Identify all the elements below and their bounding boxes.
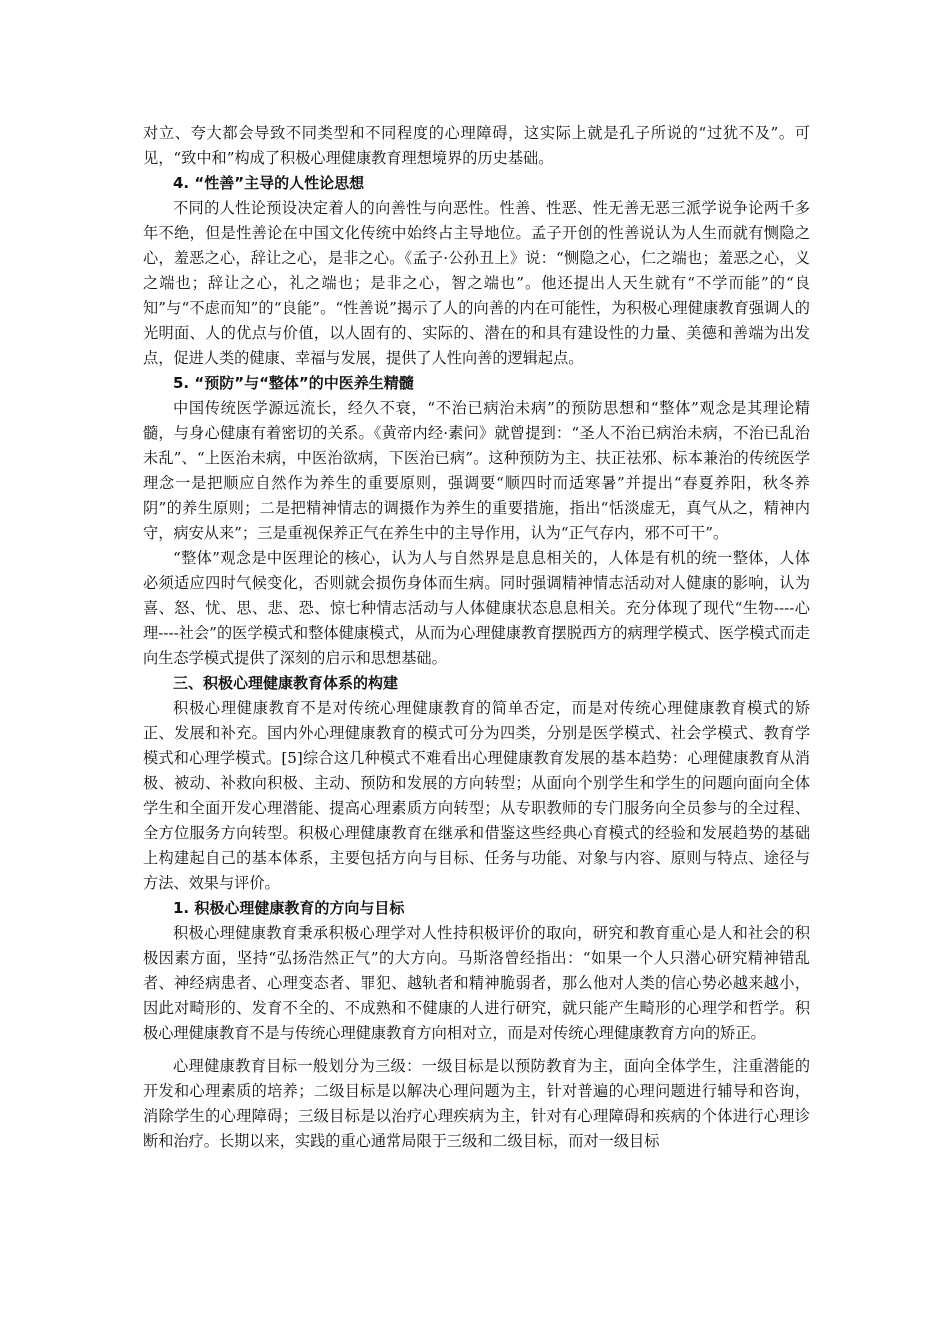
paragraph-human-nature: 不同的人性论预设决定着人的向善性与向恶性。性善、性恶、性无善无恶三派学说争论两千多年不绝，但是性善论在中国文化传统中始终占主导地位。孟子开创的性善说认为人生而就有恻隐之心，羞恶之心，辞让之心，是非之心。《孟子·公孙丑上》说：“恻隐之心，仁之端也；羞恶之心，义之端也；辞让之心，礼之端也；是非之心，智之端也”。他还提出人天生就有“不学而能”的“良知”与“不虑而知”的“良能”。“性善说”揭示了人的向善的内在可能性，为积极心理健康教育强调人的光明面、人的优点与价值，以人固有的、实际的、潜在的和具有建设性的力量、美德和善端为出发点，促进人类的健康、幸福与发展，提供了人性向善的逻辑起点。 <box>143 199 810 367</box>
paragraph-continuation: 对立、夸大都会导致不同类型和不同程度的心理障碍，这实际上就是孔子所说的“过犹不及”。可见，“致中和”构成了积极心理健康教育理想境界的历史基础。 <box>143 124 810 167</box>
section-heading-5: 5. “预防”与“整体”的中医养生精髓 <box>173 374 414 392</box>
document-page <box>143 121 810 1154</box>
paragraph-goals: 心理健康教育目标一般划分为三级：一级目标是以预防教育为主，面向全体学生，注重潜能的开发和心理素质的培养；二级目标是以解决心理问题为主，针对普遍的心理问题进行辅导和咨询，消除学生的心理障碍；三级目标是以治疗心理疾病为主，针对有心理障碍和疾病的个体进行心理诊断和治疗。长期以来，实践的重心通常局限于三级和二级目标，而对一级目标 <box>143 1057 810 1150</box>
paragraph-direction: 积极心理健康教育秉承积极心理学对人性持积极评价的取向，研究和教育重心是人和社会的积极因素方面，坚持“弘扬浩然正气”的大方向。马斯洛曾经指出：“如果一个人只潜心研究精神错乱者、神经病患者、心理变态者、罪犯、越轨者和精神脆弱者，那么他对人类的信心势必越来越小，因此对畸形的、发育不全的、不成熟和不健康的人进行研究，就只能产生畸形的心理学和哲学。积极心理健康教育不是与传统心理健康教育方向相对立，而是对传统心理健康教育方向的矫正。 <box>143 924 810 1042</box>
paragraph-tcm-prevention: 中国传统医学源远流长，经久不衰，“不治已病治未病”的预防思想和“整体”观念是其理论精髓，与身心健康有着密切的关系。《黄帝内经·素问》就曾提到：“圣人不治已病治未病，不治已乱治未乱”、“上医治未病，中医治欲病，下医治已病”。这种预防为主、扶正祛邪、标本兼治的传统医学理念一是把顺应自然作为养生的重要原则，强调要“顺四时而适寒暑”并提出“春夏养阳，秋冬养阴”的养生原则；二是把精神情志的调摄作为养生的重要措施，指出“恬淡虚无，真气从之，精神内守，病安从来”；三是重视保养正气在养生中的主导作用，认为“正气存内，邪不可干”。 <box>143 399 810 542</box>
section-heading-direction-goals: 1. 积极心理健康教育的方向与目标 <box>173 899 405 917</box>
section-heading-4: 4. “性善”主导的人性论思想 <box>173 174 365 192</box>
chapter-heading-3: 三、积极心理健康教育体系的构建 <box>173 674 399 692</box>
paragraph-system-construction: 积极心理健康教育不是对传统心理健康教育的简单否定，而是对传统心理健康教育模式的矫正、发展和补充。国内外心理健康教育的模式可分为四类，分别是医学模式、社会学模式、教育学模式和心理学模式。[5]综合这几种模式不难看出心理健康教育发展的基本趋势：心理健康教育从消极、被动、补救向积极、主动、预防和发展的方向转型；从面向个别学生和学生的问题向面向全体学生和全面开发心理潜能、提高心理素质方向转型；从专职教师的专门服务向全员参与的全过程、全方位服务方向转型。积极心理健康教育在继承和借鉴这些经典心育模式的经验和发展趋势的基础上构建起自己的基本体系，主要包括方向与目标、任务与功能、对象与内容、原则与特点、途径与方法、效果与评价。 <box>143 699 810 892</box>
paragraph-tcm-holism: “整体”观念是中医理论的核心，认为人与自然界是息息相关的，人体是有机的统一整体，人体必须适应四时气候变化，否则就会损伤身体而生病。同时强调精神情志活动对人健康的影响，认为喜、怒、忧、思、悲、恐、惊七种情志活动与人体健康状态息息相关。充分体现了现代“生物----心理----社会”的医学模式和整体健康模式，从而为心理健康教育摆脱西方的病理学模式、医学模式而走向生态学模式提供了深刻的启示和思想基础。 <box>143 549 810 667</box>
